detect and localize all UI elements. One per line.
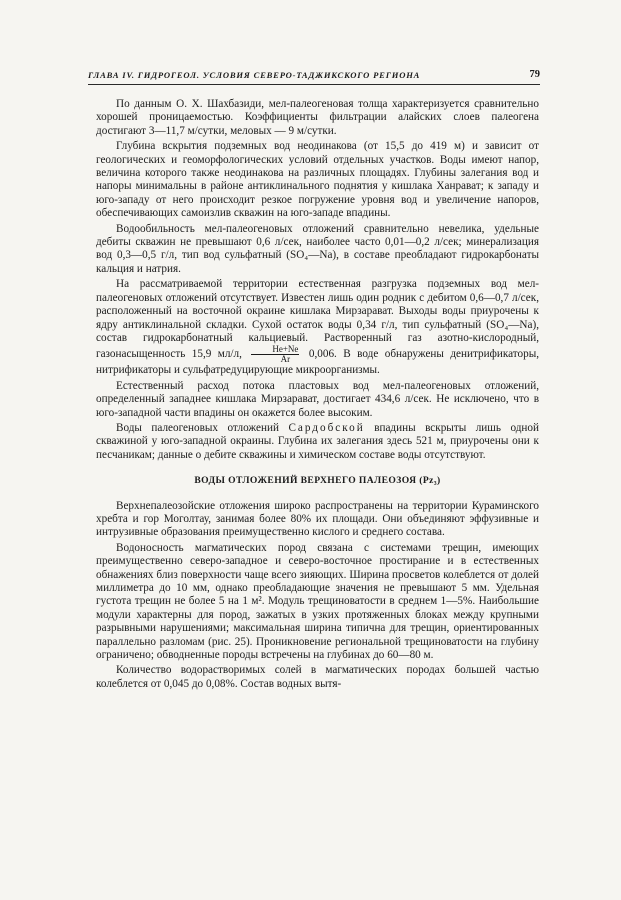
running-head (88, 70, 540, 80)
paragraph-text: Воды палеогеновых отложений (116, 421, 279, 434)
paragraph-text: 0,006. В воде обнаружены денитрификаторы, нитрификаторы и сульфатредуцирующие микроорганизмы. (96, 348, 540, 377)
running-title: ГЛАВА IV. ГИДРОГЕОЛ. УСЛОВИЯ СЕВЕРО-ТАДЖИКСКОГО РЕГИОНА (88, 70, 421, 80)
paragraph-sardob (96, 422, 539, 462)
paragraph: По данным О. Х. Шахбазиди, мел-палеогеновая толща характеризуется сравнительно хорошей проницаемостью. Коэффициенты фильтрации алайских слоев палеогена достигают 3—11,7 м/сутки, меловых — 9 м/сутки. (96, 98, 539, 137)
section-heading: ВОДЫ ОТЛОЖЕНИЙ ВЕРХНЕГО ПАЛЕОЗОЯ (Pz₃) (194, 475, 441, 487)
paragraph: Водообильность мел-палеогеновых отложений сравнительно невелика, удельные дебиты скважин не превышают 0,6 л/сек, наиболее часто 0,01—0,2 л/сек; минерализация вод 0,3—0,5 г/л, тип вод сульфатный (SO₄—Na), в составе преобладают гидрокарбонаты кальция и натрия. (96, 222, 539, 275)
page-body (96, 98, 539, 693)
fraction-numerator: He+Ne (251, 345, 299, 355)
page-number: 79 (529, 69, 540, 80)
paragraph: Водоносность магматических пород связана с системами трещин, имеющих преимущественно северо-западное и северо-восточное простирание и в естественных обнажениях близ поверхности чаще всего зияющих. Ширина просветов колеблется от долей миллиметра до 10 мм, однако преобладающие значения не превышают 5 мм. Удельная густота трещин не более 5 на 1 м². Модуль трещиноватости в среднем 1—5%. Наибольшие модули характерны для пород, зажатых в узких протяженных блоках между крупными разрывными нарушениями; максимальная ширина типична для трещин, ориентированных параллельно разломам (рис. 25). Проникновение региональной трещиноватости на глубину ограничено; обводненные породы встречены на глубинах до 60—80 м. (96, 541, 539, 662)
paragraph: Количество водорастворимых солей в магматических породах большей частью колеблется от 0,045 до 0,08%. Состав водных вытя- (96, 664, 539, 690)
paragraph-text: На рассматриваемой территории естественная разгрузка подземных вод мел-палеогеновых отложений отсутствует. Известен лишь один родник с дебитом 0,6—0,7 л/сек, расположенный на восточной окраине кишлака Мирзарават. Выходы воды приурочены к ядру антиклинальной складки. Сухой остаток воды 0,34 г/л, тип сульфатный (SO₄—Na), состав гидрокарбонатный кальциевый. Растворенный газ азотно-кислородный, газонасыщенность 15,9 мл/л, (96, 278, 539, 361)
paragraph: Естественный расход потока пластовых вод мел-палеогеновых отложений, определенный западнее кишлака Мирзарават, достигает 434,6 л/сек. Не исключено, что в юго-западной части впадины он окажется более высоким. (96, 379, 539, 419)
gas-ratio-fraction (251, 345, 299, 364)
fraction-denominator: Ar (280, 354, 291, 365)
header-rule (88, 84, 540, 85)
spaced-place-name: Сардобской (288, 421, 365, 434)
paragraph: Глубина вскрытия подземных вод неодинакова (от 15,5 до 419 м) и зависит от геологических и геоморфологических условий отдельных участков. Воды имеют напор, величина которого также неодинакова на различных площадях. Глубины залегания вод и напоры минимальны в районе антиклинального поднятия у кишлака Ханрават; к западу и юго-западу от него происходит резкое погружение уровня вод и увеличение напоров, обеспечивающих самоизлив скважин на юго-западе впадины. (96, 140, 539, 220)
paragraph: Верхнепалеозойские отложения широко распространены на территории Кураминского хребта и гор Моголтау, занимая более 80% их площади. Они объединяют эффузивные и интрузивные образования преимущественно кислого и среднего состава. (96, 499, 539, 539)
paragraph-text: впадины вскрыты лишь одной скважиной у юго-западной окраины. Глубина их залегания здесь 521 м, приурочены они к песчаникам; данные о дебите скважины и химическом составе воды отсутствуют. (96, 421, 540, 461)
paragraph-gas (96, 278, 539, 377)
